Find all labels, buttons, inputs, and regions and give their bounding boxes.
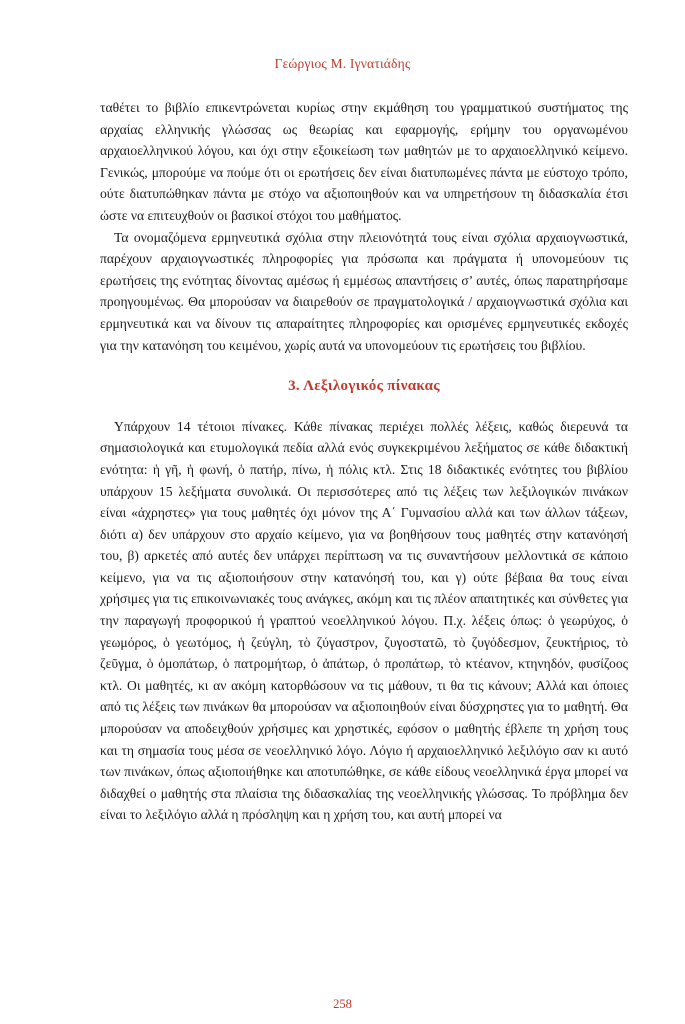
section-title: 3. Λεξιλογικός πίνακας	[288, 378, 440, 395]
page-number: 258	[333, 997, 352, 1011]
page-body	[100, 97, 628, 826]
running-head: Γεώργιος Μ. Ιγνατιάδης	[274, 56, 411, 71]
paragraph: ταθέτει το βιβλίο επικεντρώνεται κυρίως στην εκμάθηση του γραμματικού συστήματος της αρχαίας ελληνικής γλώσσας ως θεωρίας και εφαρμογής, ερήμην του οργανωμένου αρχαιοελληνικού λόγου, και όχι στην εξοικείωση των μαθητών με το αρχαιοελληνικό κείμενο. Γενικώς, μπορούμε να πούμε ότι οι ερωτήσεις δεν είναι διατυπωμένες πάντα με εύστοχο τρόπο, ούτε διατυπώθηκαν πάντα με στόχο να αξιοποιηθούν και να υπηρετήσουν τη διδασκαλία έτσι ώστε να επιτευχθούν οι βασικοί στόχοι του μαθήματος.	[100, 100, 628, 223]
paragraph: Τα ονομαζόμενα ερμηνευτικά σχόλια στην πλειονότητά τους είναι σχόλια αρχαιογνωστικά, παρέχουν αρχαιογνωστικές πληροφορίες για πρόσωπα και πράγματα ή υπονομεύουν τις ερωτήσεις της ενότητας δίνοντας αμέσως ή εμμέσως απαντήσεις σ’ αυτές, όπως παρατηρήσαμε προηγουμένως. Θα μπορούσαν να διαιρεθούν σε πραγματολογικά / αρχαιογνωστικά σχόλια και ερμηνευτικά και να δίνουν τις απαραίτητες πληροφορίες και ορισμένες ερμηνευτικές εκδοχές για την κατανόηση του κειμένου, χωρίς αυτά να υπονομεύουν τις ερωτήσεις του βιβλίου.	[100, 229, 628, 353]
paragraph: Υπάρχουν 14 τέτοιοι πίνακες. Κάθε πίνακας περιέχει πολλές λέξεις, καθώς διερευνά τα σημασιολογικά και ετυμολογικά πεδία αλλά ενός συγκεκριμένου λεξήματος σε κάθε διδακτική ενότητα: ἡ γῆ, ἡ φωνή, ὁ πατήρ, πίνω, ἡ πόλις κτλ. Στις 18 διδακτικές ενότητες του βιβλίου υπάρχουν 15 λεξήματα συνολικά. Οι περισσότερες από τις λέξεις των λεξιλογικών πινάκων είναι «άχρηστες» για τους μαθητές όχι μόνον της Α΄ Γυμνασίου αλλά και των άλλων τάξεων, διότι α) δεν υπάρχουν στο αρχαίο κείμενο, για να βοηθήσουν τους μαθητές στην κατανόησή του, β) αρκετές από αυτές δεν υπάρχει περίπτωση να τις συναντήσουν μελλοντικά σε κάποιο κείμενο, για να τις αξιοποιήσουν στην κατανόησή του, και γ) ούτε βέβαια θα τους είναι χρήσιμες για τις επικοινωνιακές τους ανάγκες, ακόμη και τις πλέον απαιτητικές και σύνθετες για την παραγωγή προφορικού ή γραπτού νεοελληνικού λόγου. Π.χ. λέξεις όπως: ὁ γεωρύχος, ὁ γεωμόρος, ὁ γεωτόμος, ἡ ζεύγλη, τὸ ζύγαστρον, ζυγοστατῶ, τὸ ζυγόδεσμον, ζευκτήριος, τὸ ζεῦγμα, ὁ ὁμοπάτωρ, ὁ πατρομήτωρ, ὁ ἀπάτωρ, ὁ προπάτωρ, τὸ κτέανον, κτηνηδόν, φυσίζοος κτλ. Οι μαθητές, κι αν ακόμη κατορθώσουν να τις μάθουν, τι θα τις κάνουν; Αλλά και όποιες από τις λέξεις των πινάκων θα μπορούσαν να αξιοποιηθούν είναι δύσχρηστες για το μαθητή. Θα μπορούσαν να αποδειχθούν χρήσιμες και χρηστικές, εφόσον ο μαθητής έβλεπε τη χρήση τους και τη σημασία τους μέσα σε νεοελληνικό λόγο. Λόγιο ή αρχαιοελληνικό λεξιλόγιο σαν κι αυτό των πινάκων, όπως αξιοποιήθηκε και αποτυπώθηκε, σε κάθε είδους νεοελληνικά έργα μπορεί να διδαχθεί ο μαθητής στα πλαίσια της διδασκαλίας της νεοελληνικής γλώσσας. Το πρόβλημα δεν είναι το λεξιλόγιο αλλά η πρόσληψη και η χρήση του, και αυτή μπορεί να	[100, 418, 628, 823]
